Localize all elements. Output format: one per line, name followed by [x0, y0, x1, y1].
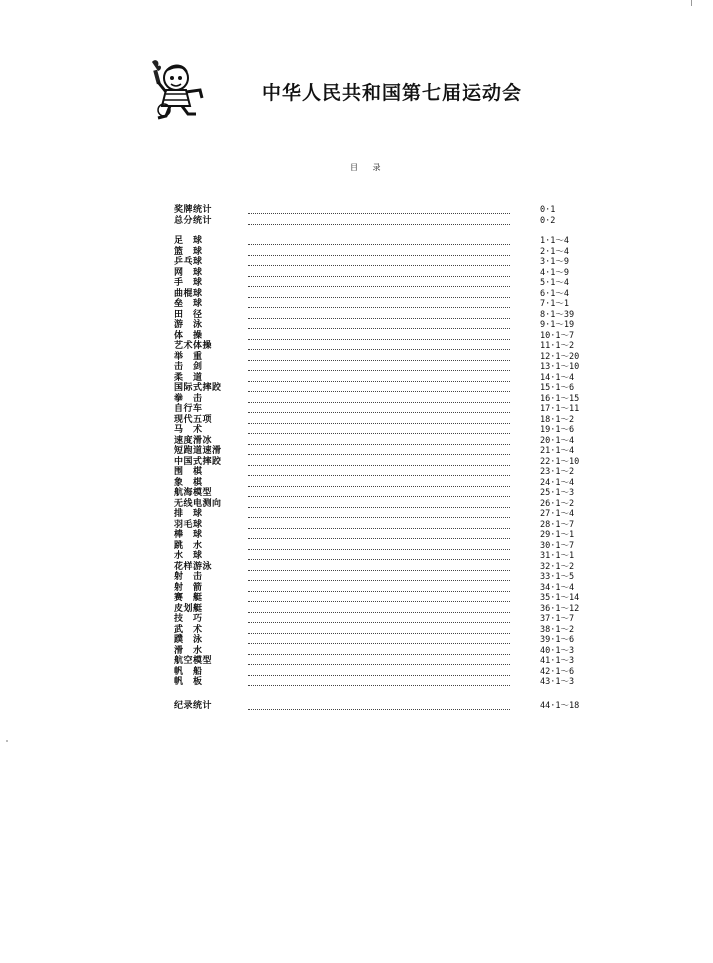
- dot-leader: [248, 580, 510, 581]
- toc-entry-name: 现代五项: [174, 414, 213, 425]
- dot-leader: [248, 528, 510, 529]
- scan-speck: [6, 740, 8, 742]
- toc-entry-name: 手 球: [174, 278, 203, 288]
- dot-leader: [248, 433, 510, 434]
- dot-leader: [248, 381, 510, 382]
- dot-leader: [248, 276, 510, 277]
- toc-entry-name: 赛 艇: [174, 593, 203, 603]
- toc-entry-page: 27·1～4: [540, 509, 575, 519]
- dot-leader: [248, 360, 510, 361]
- toc-entry: [174, 701, 614, 712]
- dot-leader: [248, 349, 510, 350]
- toc-entry: [174, 677, 614, 688]
- toc-entry-name: 自行车: [174, 404, 203, 414]
- toc-entry-page: 15·1～6: [540, 383, 575, 393]
- toc-entry-name: 速度滑冰: [174, 435, 213, 446]
- toc-entry: [174, 614, 614, 625]
- toc-entry-name: 羽毛球: [174, 519, 203, 530]
- torch-mascot-logo: [146, 58, 206, 120]
- toc-entry: [174, 656, 614, 667]
- toc-entry: [174, 530, 614, 541]
- toc-entry-page: 39·1～6: [540, 635, 575, 645]
- toc-entry-page: 10·1～7: [540, 330, 575, 341]
- toc-entry: [174, 541, 614, 552]
- dot-leader: [248, 538, 510, 539]
- toc-entry: [174, 394, 614, 405]
- toc-entry-name: 皮划艇: [174, 603, 203, 614]
- toc-entry-name: 武 术: [174, 624, 203, 635]
- toc-entry-name: 花样游泳: [174, 561, 213, 572]
- toc-entry-page: 34·1～4: [540, 582, 575, 593]
- toc-entry-name: 田 径: [174, 309, 203, 320]
- dot-leader: [248, 496, 510, 497]
- toc-entry-name: 排 球: [174, 509, 203, 519]
- toc-entry: [174, 383, 614, 394]
- toc-entry-page: 36·1～12: [540, 603, 580, 614]
- toc-entry: [174, 562, 614, 573]
- dot-leader: [248, 423, 510, 424]
- toc-entry-page: 23·1～2: [540, 467, 575, 477]
- toc-group-sports: [174, 236, 614, 688]
- toc-heading: 目 录: [350, 163, 387, 172]
- toc-entry-name: 击 剑: [174, 362, 203, 372]
- toc-entry-page: 11·1～2: [540, 341, 575, 351]
- dot-leader: [248, 549, 510, 550]
- toc-entry-page: 14·1～4: [540, 372, 575, 383]
- toc-entry: [174, 289, 614, 300]
- toc-entry: [174, 404, 614, 415]
- toc-entry-name: 体 操: [174, 330, 203, 341]
- toc-entry-page: 42·1～6: [540, 666, 575, 677]
- toc-entry-name: 马 术: [174, 425, 203, 435]
- toc-entry-page: 1·1～4: [540, 236, 569, 246]
- toc-entry-name: 柔 道: [174, 372, 203, 383]
- dot-leader: [248, 654, 510, 655]
- toc-entry: [174, 551, 614, 562]
- toc-entry: [174, 205, 614, 216]
- dot-leader: [248, 507, 510, 508]
- toc-entry-name: 航海模型: [174, 488, 213, 498]
- toc-entry-name: 航空模型: [174, 656, 213, 666]
- toc-entry-page: 20·1～4: [540, 435, 575, 446]
- toc-entry: [174, 625, 614, 636]
- toc-entry: [174, 310, 614, 321]
- toc-entry-page: 19·1～6: [540, 425, 575, 435]
- toc-entry-name: 水 球: [174, 551, 203, 561]
- dot-leader: [248, 307, 510, 308]
- toc-entry-page: 2·1～4: [540, 246, 569, 257]
- toc-entry: [174, 457, 614, 468]
- toc-group-summary: [174, 205, 614, 226]
- dot-leader: [248, 244, 510, 245]
- toc-entry-page: 18·1～2: [540, 414, 575, 425]
- dot-leader: [248, 486, 510, 487]
- toc-entry-page: 30·1～7: [540, 540, 575, 551]
- toc-entry-name: 帆 船: [174, 666, 203, 677]
- toc-entry: [174, 667, 614, 678]
- toc-entry-page: 28·1～7: [540, 519, 575, 530]
- toc-entry-name: 网 球: [174, 267, 203, 278]
- dot-leader: [248, 286, 510, 287]
- toc-entry: [174, 488, 614, 499]
- toc-entry-page: 6·1～4: [540, 288, 569, 299]
- toc-entry-page: 0·1: [540, 205, 556, 215]
- dot-leader: [248, 622, 510, 623]
- toc-entry: [174, 499, 614, 510]
- toc-entry: [174, 257, 614, 268]
- toc-entry: [174, 320, 614, 331]
- toc-entry-name: 跳 水: [174, 540, 203, 551]
- toc-entry-name: 举 重: [174, 351, 203, 362]
- dot-leader: [248, 328, 510, 329]
- toc-entry: [174, 646, 614, 657]
- dot-leader: [248, 255, 510, 256]
- toc-entry: [174, 446, 614, 457]
- toc-entry: [174, 247, 614, 258]
- toc-entry: [174, 467, 614, 478]
- toc-entry-page: 41·1～3: [540, 656, 575, 666]
- toc-entry-page: 4·1～9: [540, 267, 569, 278]
- dot-leader: [248, 633, 510, 634]
- toc-entry-name: 垒 球: [174, 299, 203, 309]
- toc-entry-name: 中国式摔跤: [174, 456, 222, 467]
- toc-entry: [174, 604, 614, 615]
- toc-entry-name: 射 击: [174, 572, 203, 582]
- dot-leader: [248, 391, 510, 392]
- dot-leader: [248, 465, 510, 466]
- table-of-contents: [174, 205, 614, 711]
- toc-entry-name: 棒 球: [174, 530, 203, 540]
- toc-entry-page: 38·1～2: [540, 624, 575, 635]
- toc-entry: [174, 572, 614, 583]
- toc-entry-page: 7·1～1: [540, 299, 569, 309]
- page-title: 中华人民共和国第七届运动会: [262, 82, 523, 104]
- toc-entry-page: 13·1～10: [540, 362, 580, 372]
- toc-entry-page: 43·1～3: [540, 677, 575, 687]
- toc-entry: [174, 362, 614, 373]
- toc-entry: [174, 635, 614, 646]
- dot-leader: [248, 454, 510, 455]
- dot-leader: [248, 318, 510, 319]
- toc-entry-name: 技 巧: [174, 614, 203, 624]
- toc-entry-name: 总分统计: [174, 215, 213, 226]
- dot-leader: [248, 709, 510, 710]
- toc-entry: [174, 331, 614, 342]
- dot-leader: [248, 297, 510, 298]
- toc-entry: [174, 216, 614, 227]
- dot-leader: [248, 402, 510, 403]
- toc-entry-page: 37·1～7: [540, 614, 575, 624]
- toc-entry-page: 31·1～1: [540, 551, 575, 561]
- toc-entry-page: 25·1～3: [540, 488, 575, 498]
- toc-entry-name: 篮 球: [174, 246, 203, 257]
- toc-entry-page: 26·1～2: [540, 498, 575, 509]
- toc-entry-page: 44·1～18: [540, 700, 580, 711]
- toc-entry-name: 艺术体操: [174, 341, 213, 351]
- toc-group-records: [174, 701, 614, 712]
- toc-entry: [174, 352, 614, 363]
- dot-leader: [248, 570, 510, 571]
- toc-entry-page: 9·1～19: [540, 320, 575, 330]
- toc-entry-page: 16·1～15: [540, 393, 580, 404]
- toc-entry-name: 象 棋: [174, 477, 203, 488]
- toc-entry-page: 32·1～2: [540, 561, 575, 572]
- toc-entry-name: 奖牌统计: [174, 205, 213, 215]
- toc-entry: [174, 373, 614, 384]
- toc-entry-page: 8·1～39: [540, 309, 575, 320]
- toc-entry-name: 乒乓球: [174, 257, 203, 267]
- toc-entry: [174, 436, 614, 447]
- toc-entry-name: 国际式摔跤: [174, 383, 222, 393]
- scan-mark: [691, 0, 692, 6]
- toc-entry-page: 24·1～4: [540, 477, 575, 488]
- dot-leader: [248, 559, 510, 560]
- toc-entry-page: 17·1～11: [540, 404, 580, 414]
- toc-entry: [174, 509, 614, 520]
- dot-leader: [248, 339, 510, 340]
- toc-entry: [174, 341, 614, 352]
- toc-entry-name: 射 箭: [174, 582, 203, 593]
- toc-entry-name: 足 球: [174, 236, 203, 246]
- toc-entry-page: 29·1～1: [540, 530, 575, 540]
- toc-entry-page: 12·1～20: [540, 351, 580, 362]
- toc-entry: [174, 415, 614, 426]
- toc-entry-page: 21·1～4: [540, 446, 575, 456]
- toc-entry-name: 曲棍球: [174, 288, 203, 299]
- dot-leader: [248, 685, 510, 686]
- toc-entry-page: 22·1～10: [540, 456, 580, 467]
- toc-entry-name: 围 棋: [174, 467, 203, 477]
- dot-leader: [248, 213, 510, 214]
- dot-leader: [248, 265, 510, 266]
- toc-entry: [174, 299, 614, 310]
- toc-entry: [174, 268, 614, 279]
- toc-entry-name: 帆 板: [174, 677, 203, 687]
- toc-entry-name: 游 泳: [174, 320, 203, 330]
- toc-entry-name: 蹼 泳: [174, 635, 203, 645]
- toc-entry-page: 0·2: [540, 215, 556, 226]
- dot-leader: [248, 412, 510, 413]
- dot-leader: [248, 517, 510, 518]
- dot-leader: [248, 643, 510, 644]
- toc-entry-name: 纪录统计: [174, 700, 213, 711]
- dot-leader: [248, 370, 510, 371]
- toc-entry: [174, 593, 614, 604]
- dot-leader: [248, 612, 510, 613]
- toc-entry-name: 滑 水: [174, 645, 203, 656]
- toc-entry: [174, 425, 614, 436]
- dot-leader: [248, 675, 510, 676]
- dot-leader: [248, 664, 510, 665]
- toc-entry: [174, 520, 614, 531]
- toc-entry-page: 40·1～3: [540, 645, 575, 656]
- toc-entry-page: 5·1～4: [540, 278, 569, 288]
- dot-leader: [248, 224, 510, 225]
- toc-entry: [174, 478, 614, 489]
- dot-leader: [248, 591, 510, 592]
- dot-leader: [248, 475, 510, 476]
- toc-entry-name: 短跑道速滑: [174, 446, 222, 456]
- toc-entry: [174, 278, 614, 289]
- toc-entry-page: 35·1～14: [540, 593, 580, 603]
- toc-entry-page: 33·1～5: [540, 572, 575, 582]
- dot-leader: [248, 444, 510, 445]
- toc-entry-name: 拳 击: [174, 393, 203, 404]
- toc-entry: [174, 236, 614, 247]
- toc-entry: [174, 583, 614, 594]
- dot-leader: [248, 601, 510, 602]
- toc-entry-page: 3·1～9: [540, 257, 569, 267]
- toc-entry-name: 无线电测向: [174, 498, 222, 509]
